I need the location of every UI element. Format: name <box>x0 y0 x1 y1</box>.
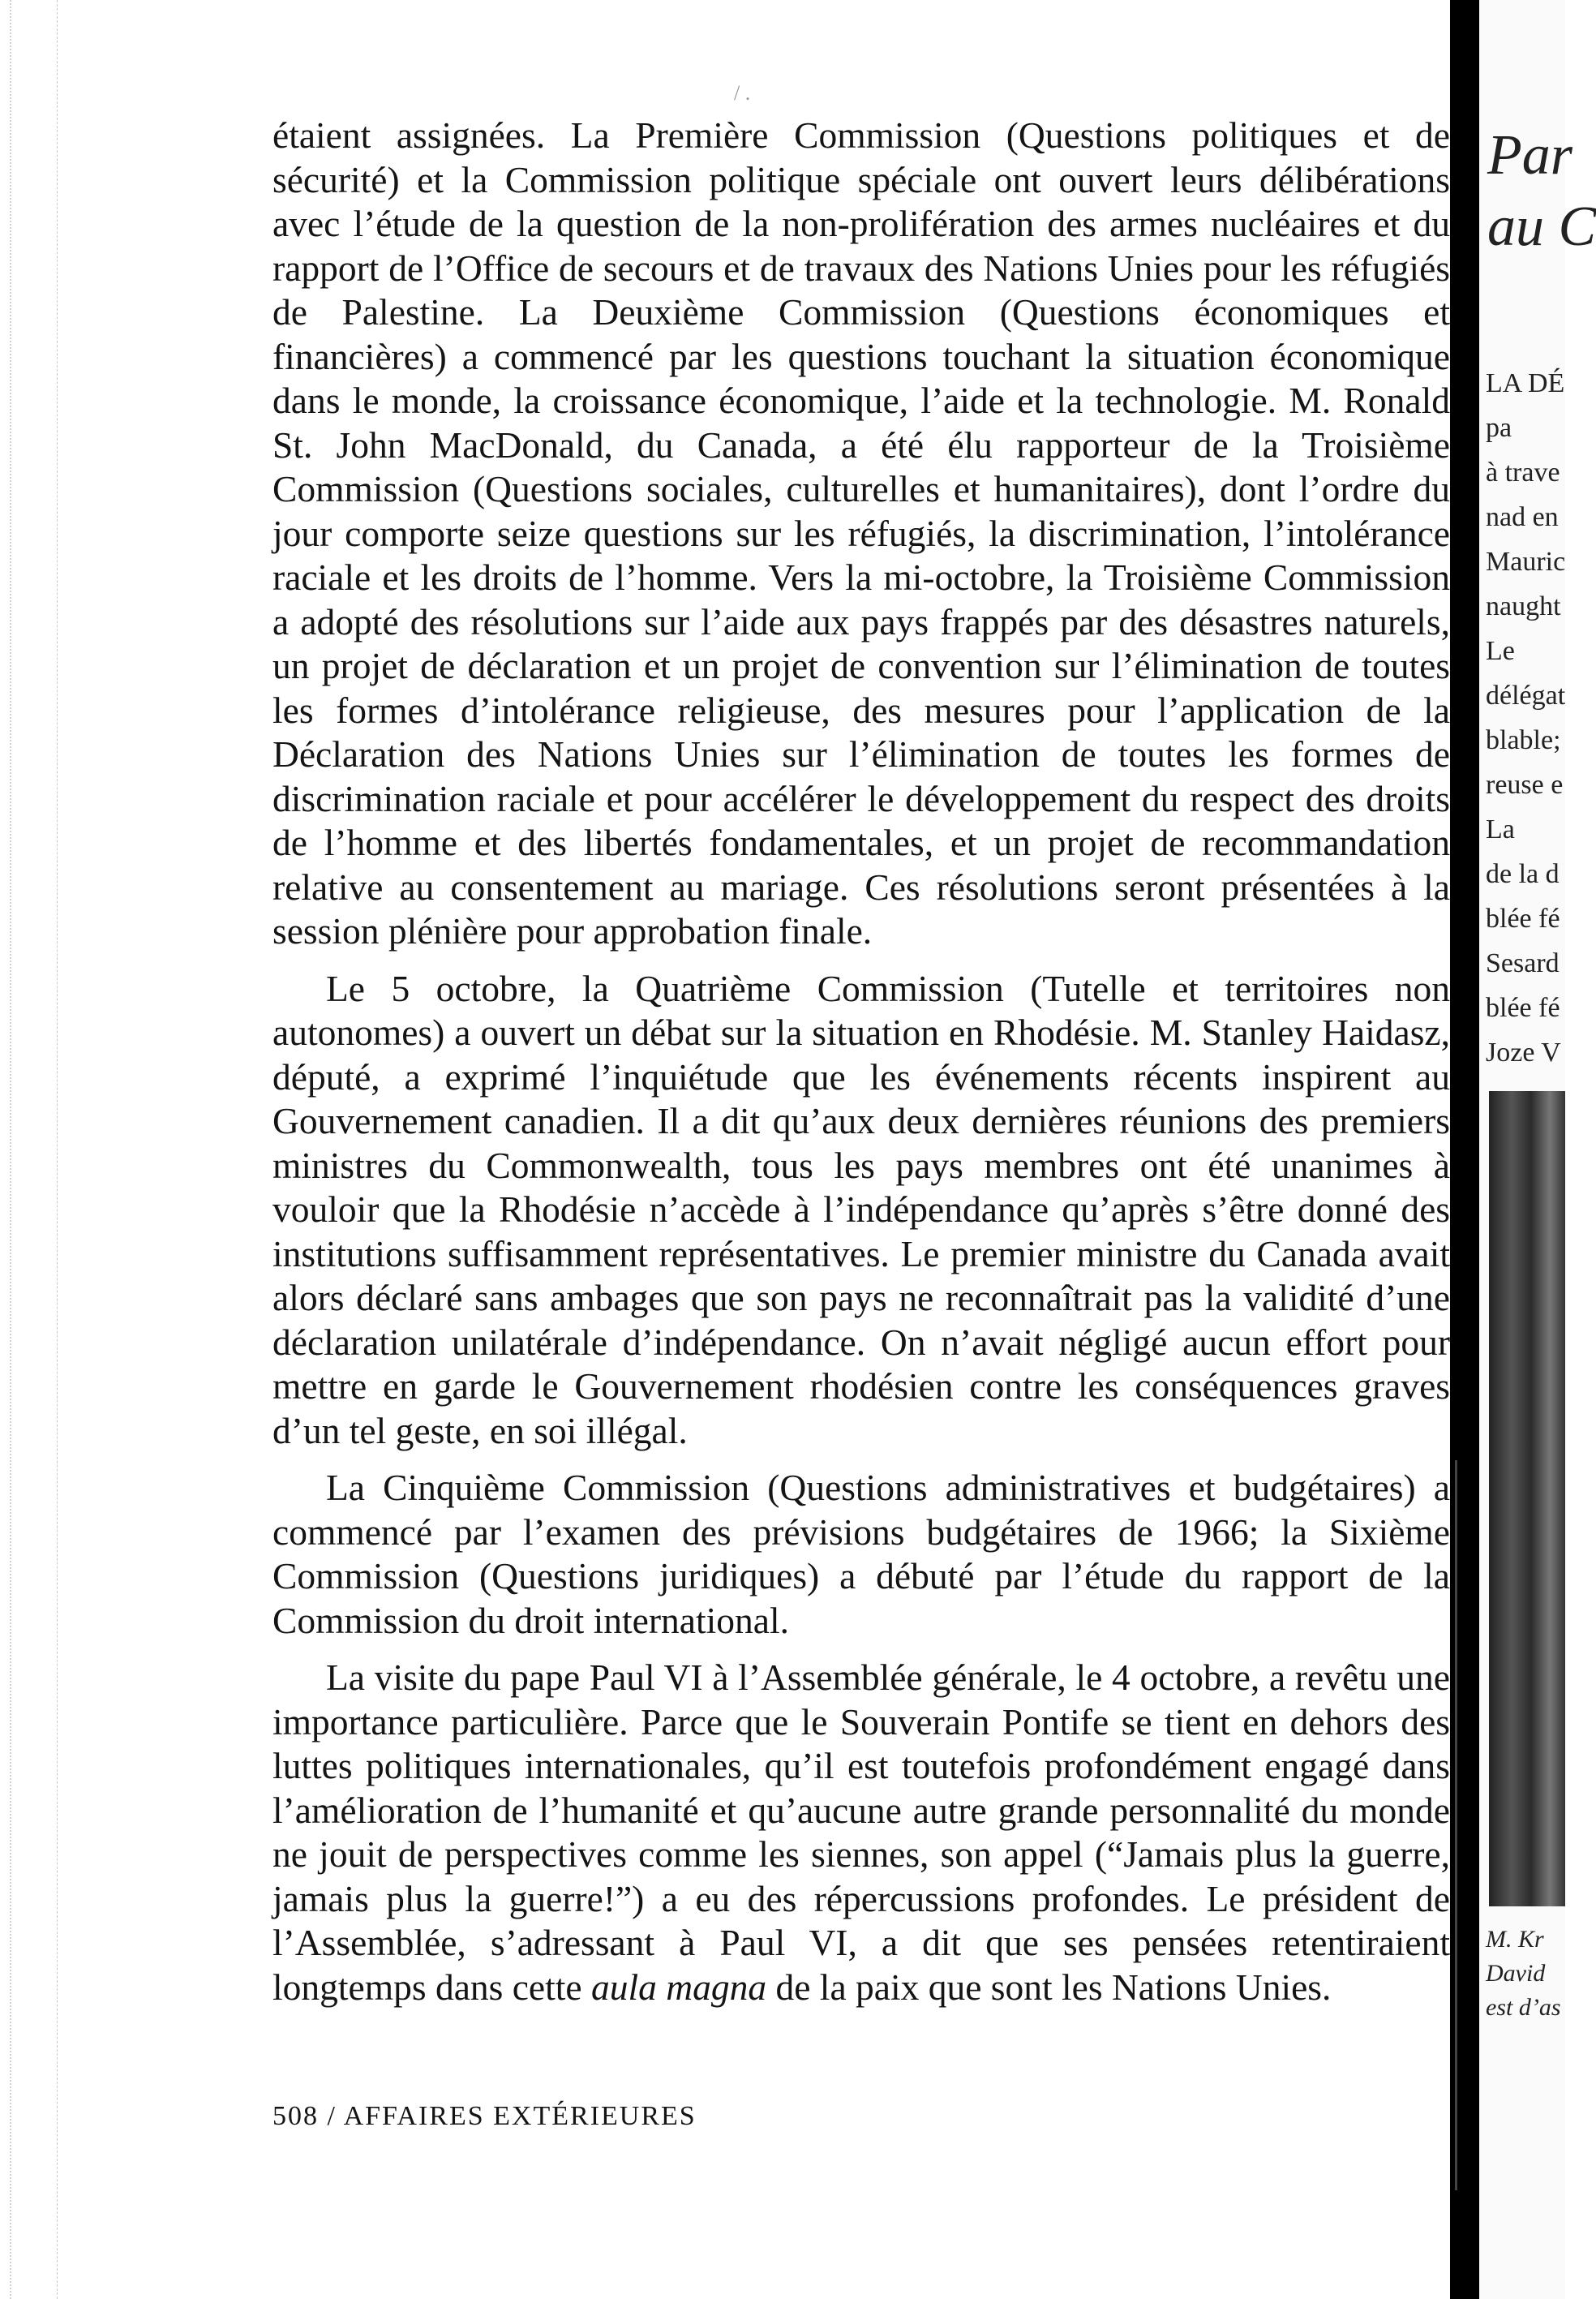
facing-page-line: blable; <box>1486 725 1561 755</box>
facing-page-line: Joze V <box>1486 1038 1561 1068</box>
main-text-column <box>272 114 1450 2022</box>
facing-page-text <box>1486 361 1565 1075</box>
paragraph-4-italic: aula magna <box>590 1966 767 2008</box>
facing-page-line: naught <box>1486 591 1561 621</box>
facing-page-line: Le <box>1486 636 1515 666</box>
facing-title-line-1: Par <box>1487 124 1572 187</box>
facing-page-line: délégat <box>1486 681 1566 711</box>
facing-page-line: La <box>1486 814 1515 844</box>
facing-caption-line: M. Kr <box>1486 1926 1544 1953</box>
facing-page-line: Mauric <box>1486 547 1566 577</box>
book-gutter <box>1450 0 1479 2299</box>
paragraph-1: étaient assignées. La Première Commission (Questions politiques et de sécurité) et la Commission politique spéciale ont ouvert leurs délibérations avec l’étude de la question de la non-prolifération des armes nucléaires et du rapport de l’Office de secours et de travaux des Nations Unies pour les réfugiés de Palestine. La Deuxième Commission (Questions économiques et financières) a commencé par les questions touchant la situation économique dans le monde, la croissance économique, l’aide et la technologie. M. Ronald St. John MacDonald, du Canada, a été élu rapporteur de la Troisième Commission (Questions sociales, culturelles et humanitaires), dont l’ordre du jour comporte seize questions sur les réfugiés, la discrimination, l’intolérance raciale et les droits de l’homme. Vers la mi-octobre, la Troisième Commission a adopté des résolutions sur l’aide aux pays frappés par des désastres naturels, un projet de déclaration et un projet de convention sur l’élimination de toutes les formes d’intolérance religieuse, des mesures pour l’application de la Déclaration des Nations Unies sur l’élimination de toutes les formes de discrimination raciale et pour accélérer le développement du respect des droits de l’homme et des libertés fondamentales, et un projet de recommandation relative au consentement au mariage. Ces résolutions seront présentées à la session plénière pour approbation finale. <box>272 114 1450 952</box>
scan-left-edge <box>0 0 58 2299</box>
paragraph-4-text: La visite du pape Paul VI à l’Assemblée générale, le 4 octobre, a revêtu une importance particulière. Parce que le Souverain Pontife se tient en dehors des luttes politiques internationales, qu’il est toutefois profondément engagé dans l’amélioration de l’humanité et qu’aucune autre grande personnalité du monde ne jouit de perspectives comme les siennes, son appel (“Jamais plus la guerre, jamais plus la guerre!”) a eu des répercussions profondes. Le président de l’Assemblée, s’adressant à Paul VI, a dit que ses pensées retentiraient longtemps dans cette <box>272 1657 1450 2008</box>
facing-title-line-2: au C <box>1487 196 1596 258</box>
facing-page-line: nad en <box>1486 502 1559 532</box>
facing-page-line: LA DÉ <box>1486 368 1565 398</box>
scan-mark: / . <box>734 81 751 105</box>
facing-page-line: reuse e <box>1486 770 1564 800</box>
facing-page-line: blée fé <box>1486 904 1560 934</box>
paragraph-3: La Cinquième Commission (Questions administratives et budgétaires) a commencé par l’examen des prévisions budgétaires de 1966; la Sixième Commission (Questions juridiques) a débuté par l’étude du rapport de la Commission du droit international. <box>272 1467 1450 1641</box>
facing-page-line: Sesard <box>1486 948 1560 978</box>
facing-page-line: blée fé <box>1486 993 1560 1023</box>
facing-page-photo <box>1489 1091 1565 1906</box>
facing-page-line: pa <box>1486 413 1512 443</box>
facing-page-line: à trave <box>1486 458 1560 488</box>
facing-page-caption <box>1486 1923 1561 2025</box>
facing-caption-line: David <box>1486 1960 1546 1987</box>
facing-page-edge <box>1479 0 1596 2299</box>
facing-caption-line: est d’as <box>1486 1994 1561 2021</box>
paragraph-2: Le 5 octobre, la Quatrième Commission (Tutelle et territoires non autonomes) a ouvert un débat sur la situation en Rhodésie. M. Stanley Haidasz, député, a exprimé l’inquiétude que les événements récents inspirent au Gouvernement canadien. Il a dit qu’aux deux dernières réunions des premiers ministres du Commonwealth, tous les pays membres ont été unanimes à vouloir que la Rhodésie n’accède à l’indépendance qu’après s’être donné des institutions suffisamment représentatives. Le premier ministre du Canada avait alors déclaré sans ambages que son pays ne reconnaîtrait pas la validité d’une déclaration unilatérale d’indépendance. On n’avait négligé aucun effort pour mettre en garde le Gouvernement rhodésien contre les conséquences graves d’un tel geste, en soi illégal. <box>272 967 1450 1451</box>
page-footer: 508 / AFFAIRES EXTÉRIEURES <box>272 2101 697 2131</box>
paragraph-4 <box>272 1656 1450 2009</box>
facing-page-line: de la d <box>1486 859 1560 889</box>
paragraph-4-end: de la paix que sont les Nations Unies. <box>766 1966 1332 2008</box>
facing-page-title <box>1487 120 1596 263</box>
